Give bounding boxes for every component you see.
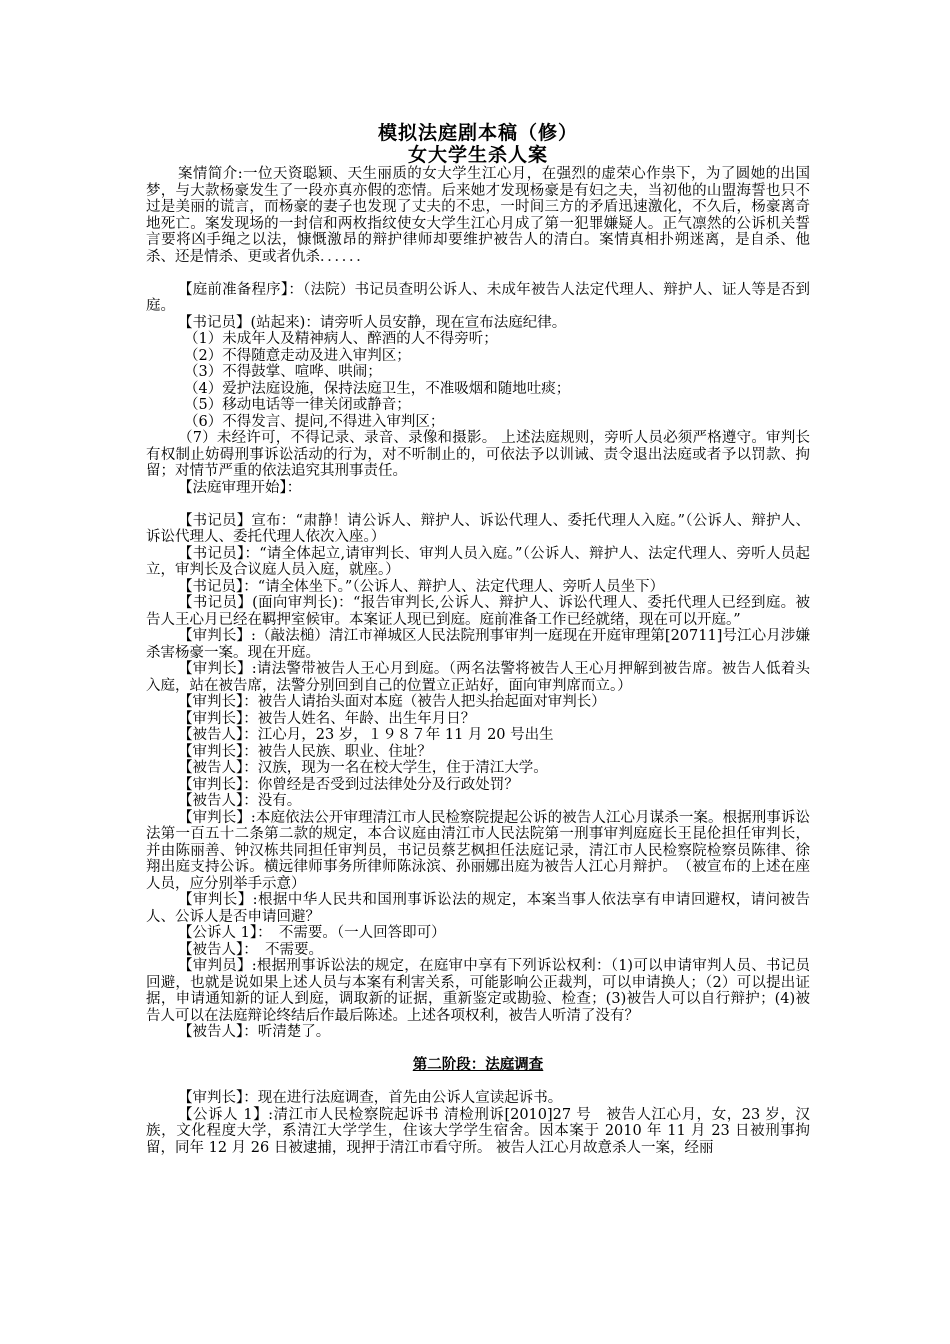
paragraph: 【书记员】：“请全体起立,请审判长、审判人员入庭。”（公诉人、辩护人、法定代理人、旁听人员起立，审判长及合议庭人员入庭，就座。） bbox=[146, 545, 810, 578]
rule-item: （7）未经许可，不得记录、录音、录像和摄影。 上述法庭规则，旁听人员必须严格遵守。审判长有权制止妨碍刑事诉讼活动的行为，对不听制止的，可依法予以训诫、责令退出法庭或者予以罚款、拘留；对情节严重的依法追究其刑事责任。 bbox=[146, 430, 810, 479]
paragraph: 【法庭审理开始】： bbox=[178, 479, 302, 496]
rule-item: （3）不得鼓掌、喧哗、哄闹； bbox=[184, 364, 382, 380]
blank-line bbox=[146, 1074, 810, 1091]
paragraph: 【审判长】:根据中华人民共和国刑事诉讼法的规定，本案当事人依法享有申请回避权，请问被告人、公诉人是否申请回避？ bbox=[146, 892, 810, 925]
paragraph: 【审判长】：被告人民族、职业、住址？ bbox=[178, 743, 432, 760]
blank-line bbox=[146, 265, 810, 282]
paragraph: 【被告人】：汉族，现为一名在校大学生，住于清江大学。 bbox=[178, 760, 548, 776]
paragraph: 【审判长】:本庭依法公开审理清江市人民检察院提起公诉的被告人江心月谋杀一案。根据刑事诉讼法第一百五十二条第二款的规定，本合议庭由清江市人民法院第一刑事审判庭庭长王昆伦担任审判长，并由陈丽善、钟汉栋共同担任审判员，书记员蔡艺枫担任法庭记录，清江市人民检察院检察员陈律、徐翔出庭支持公诉。横远律师事务所律师陈泳滨、孙丽娜出庭为被告人江心月辩护。 （被宣布的上述在座人员，应分别举手示意） bbox=[146, 809, 810, 892]
rule-item: （2）不得随意走动及进入审判区； bbox=[184, 347, 411, 364]
blank-line bbox=[146, 1041, 810, 1058]
paragraph: 【审判员】:根据刑事诉讼法的规定，在庭审中享有下列诉讼权利：（1)可以申请审判人员、书记员回避，也就是说如果上述人员与本案有利害关系，可能影响公正裁判，可以申请换人；（2）可以提出证据，申请通知新的证人到庭，调取新的证据，重新鉴定或勘验、检查；(3)被告人可以自行辩护；(4)被告人可以在法庭辩论终结后作最后陈述。上述各项权利，被告人听清了没有？ bbox=[146, 958, 810, 1024]
paragraph: 【庭前准备程序】：（法院）书记员查明公诉人、未成年被告人法定代理人、辩护人、证人等是否到庭。 bbox=[146, 281, 810, 314]
paragraph: 【审判长】：现在进行法庭调查，首先由公诉人宣读起诉书。 bbox=[178, 1090, 563, 1106]
paragraph: 【被告人】：江心月，23 岁，１９８７年 11 月 20 号出生 bbox=[178, 727, 554, 743]
section-title: 第二阶段：法庭调查 bbox=[412, 1057, 544, 1073]
paragraph: 【审判长】:（敲法槌）清江市禅城区人民法院刑事审判一庭现在开庭审理第[20711]号江心月涉嫌杀害杨豪一案。现在开庭。 bbox=[146, 628, 810, 661]
case-summary: 案情简介:一位天资聪颖、天生丽质的女大学生江心月，在强烈的虚荣心作祟下，为了圆她的出国梦，与大款杨豪发生了一段亦真亦假的恋情。后来她才发现杨豪是有妇之夫，当初他的山盟海誓也只不过是美丽的谎言，而杨豪的妻子也发现了丈夫的不忠，一时间三方的矛盾迅速激化，不久后，杨豪离奇地死亡。案发现场的一封信和两枚指纹使女大学生江心月成了第一犯罪嫌疑人。正气凛然的公诉机关誓言要将凶手绳之以法，慷慨激昂的辩护律师却要维护被告人的清白。案情真相扑朔迷离，是自杀、他杀、还是情杀、更或者仇杀．．．．．． bbox=[146, 166, 810, 265]
paragraph: 【书记员】(站起来)：请旁听人员安静，现在宣布法庭纪律。 bbox=[178, 314, 567, 331]
rule-item: （6）不得发言、提问,不得进入审判区； bbox=[184, 413, 445, 430]
paragraph: 【书记员】宣布：“肃静！请公诉人、辩护人、诉讼代理人、委托代理人入庭。”（公诉人、辩护人、诉讼代理人、委托代理人依次入座。） bbox=[146, 512, 810, 545]
paragraph: 【审判长】：你曾经是否受到过法律处分及行政处罚？ bbox=[178, 776, 519, 793]
document-page bbox=[146, 122, 810, 1156]
paragraph: 【被告人】：听清楚了。 bbox=[178, 1024, 331, 1040]
paragraph: 【审判长】：被告人请抬头面对本庭（被告人把头抬起面对审判长） bbox=[178, 694, 606, 710]
paragraph: 【书记员】(面向审判长)：“报告审判长,公诉人、辩护人、诉讼代理人、委托代理人已经到庭。被告人王心月已经在羁押室候审。本案证人现已到庭。庭前准备工作已经就绪，现在可以开庭。” bbox=[146, 595, 810, 628]
rule-item: （5）移动电话等一律关闭或静音； bbox=[184, 397, 411, 413]
blank-line bbox=[146, 496, 810, 513]
rule-item: （4）爱护法庭设施，保持法庭卫生，不准吸烟和随地吐痰； bbox=[184, 380, 571, 397]
document-title: 模拟法庭剧本稿（修） bbox=[377, 122, 578, 144]
paragraph: 【审判长】：被告人姓名、年龄、出生年月日？ bbox=[178, 710, 476, 727]
paragraph: 【审判长】:请法警带被告人王心月到庭。（两名法警将被告人王心月押解到被告席。被告人低着头入庭，站在被告席，法警分别回到自己的位置立正站好，面向审判席而立。） bbox=[146, 661, 810, 694]
paragraph: 【公诉人 1】:清江市人民检察院起诉书 清检刑诉[2010]27 号 被告人江心月，女，23 岁，汉族，文化程度大学，系清江大学学生，住该大学学生宿舍。因本案于 2010 年 11 月 23 日被刑事拘留，同年 12 月 26 日被逮捕，现押于清江市看守所。 被告人江心月故意杀人一案，经丽 bbox=[146, 1106, 810, 1156]
document-subtitle: 女大学生杀人案 bbox=[407, 144, 548, 166]
paragraph: 【书记员】：“请全体坐下。”（公诉人、辩护人、法定代理人、旁听人员坐下） bbox=[178, 578, 665, 595]
paragraph: 【被告人】：没有。 bbox=[178, 793, 302, 809]
paragraph: 【被告人】： 不需要。 bbox=[178, 941, 323, 958]
paragraph: 【公诉人 1】： 不需要。（一人回答即可） bbox=[178, 925, 446, 941]
rule-item: （1）未成年人及精神病人、醉酒的人不得旁听； bbox=[184, 331, 498, 347]
